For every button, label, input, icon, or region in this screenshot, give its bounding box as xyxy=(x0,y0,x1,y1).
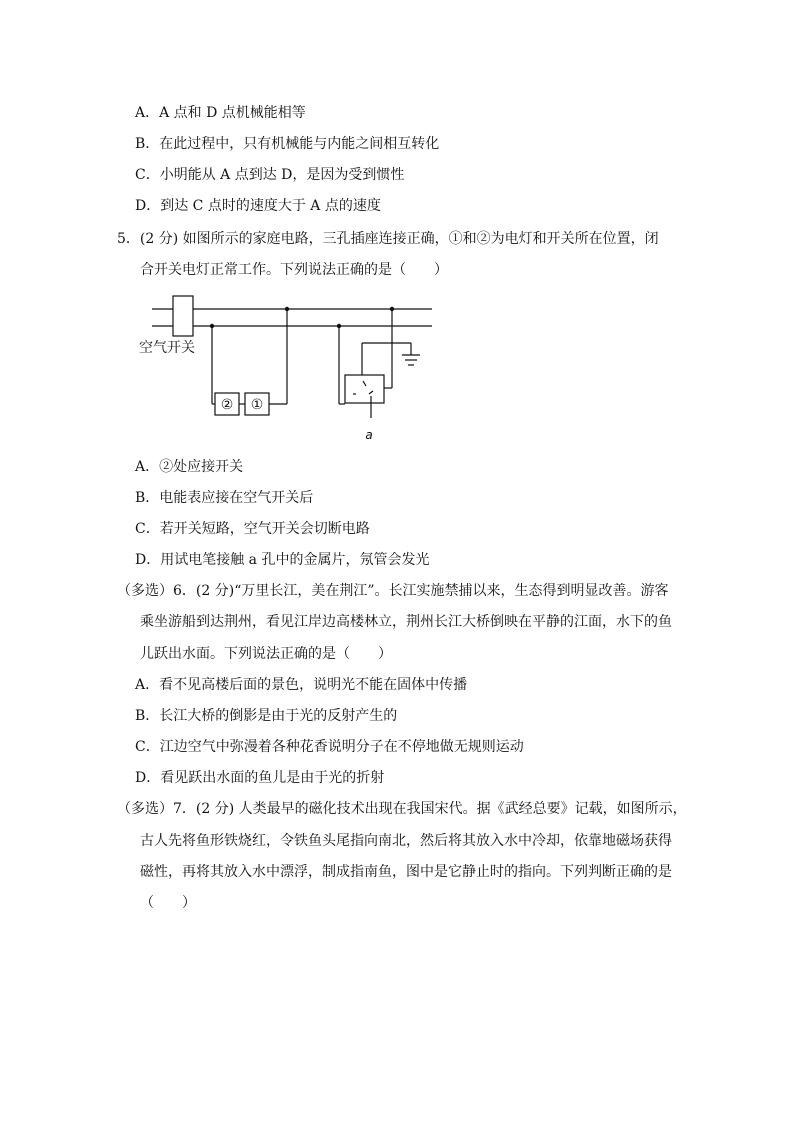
position-1-label: ① xyxy=(250,397,264,413)
q6-option-d: D．看见跃出水面的鱼儿是由于光的折射 xyxy=(135,770,385,786)
q4-option-c: C．小明能从 A 点到达 D，是因为受到惯性 xyxy=(135,167,405,183)
q4-option-b: B．在此过程中，只有机械能与内能之间相互转化 xyxy=(135,136,440,152)
q6-stem-line3: 儿跃出水面。下列说法正确的是（ ） xyxy=(140,646,392,662)
air-breaker-box xyxy=(173,296,193,336)
air-breaker-label: 空气开关 xyxy=(139,340,195,356)
q6-option-a: A．看不见高楼后面的景色，说明光不能在固体中传播 xyxy=(135,677,468,693)
q6-option-c: C．江边空气中弥漫着各种花香说明分子在不停地做无规则运动 xyxy=(135,739,524,755)
q5-option-d: D．用试电笔接触 a 孔中的金属片，氖管会发光 xyxy=(135,552,430,568)
q7-stem-line4: （ ） xyxy=(140,895,196,911)
q5-option-a: A．②处应接开关 xyxy=(135,459,244,475)
position-2-label: ② xyxy=(220,397,234,413)
hole-a-label: a xyxy=(365,428,373,442)
q7-stem-line3: 磁性，再将其放入水中漂浮，制成指南鱼，图中是它静止时的指向。下列判断正确的是 xyxy=(140,864,672,880)
q7-stem-line1: （多选）7．(2 分) 人类最早的磁化技术出现在我国宋代。据《武经总要》记载，如图所示， xyxy=(117,801,687,817)
q6-stem-line2: 乘坐游船到达荆州，看见江岸边高楼林立，荆州长江大桥倒映在平静的江面，水下的鱼 xyxy=(140,614,672,630)
q6-option-b: B．长江大桥的倒影是由于光的反射产生的 xyxy=(135,708,398,724)
q7-stem-line2: 古人先将鱼形铁烧红，令铁鱼头尾指向南北，然后将其放入水中冷却，依靠地磁场获得 xyxy=(140,833,672,849)
q6-stem-line1: （多选）6．(2 分)“万里长江，美在荆江”。长江实施禁捕以来，生态得到明显改善。游客 xyxy=(117,583,669,599)
q5-stem-line1: 5．(2 分) 如图所示的家庭电路，三孔插座连接正确，①和②为电灯和开关所在位置，闭 xyxy=(117,231,659,247)
q5-option-c: C．若开关短路，空气开关会切断电路 xyxy=(135,521,370,537)
q4-option-a: A．A 点和 D 点机械能相等 xyxy=(135,105,306,121)
socket-box xyxy=(345,375,384,403)
q5-option-b: B．电能表应接在空气开关后 xyxy=(135,490,314,506)
q5-stem-line2: 合开关电灯正常工作。下列说法正确的是（ ） xyxy=(140,262,448,278)
q4-option-d: D．到达 C 点时的速度大于 A 点的速度 xyxy=(135,198,381,214)
